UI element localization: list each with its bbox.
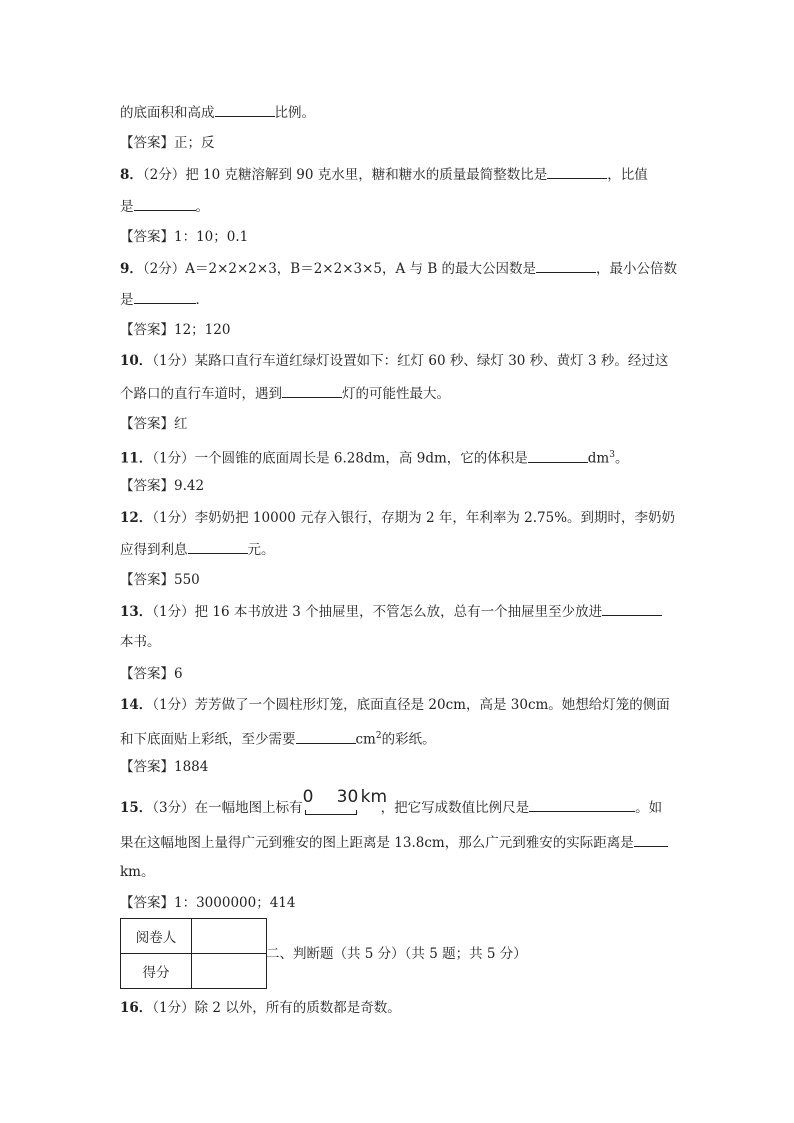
answer-blank <box>134 289 196 304</box>
answer-blank <box>602 601 662 616</box>
question-14: 14．（1分）芳芳做了一个圆柱形灯笼，底面直径是 20cm，高是 30cm。她想给灯笼的侧面 <box>120 697 670 713</box>
question-11: 11．（1分）一个圆锥的底面周长是 6.28dm，高 9dm，它的体积是 $dm^3$。 <box>120 445 628 469</box>
section-title: 二、判断题（共 5 分）（共 5 题；共 5 分） <box>266 946 527 962</box>
score-value-cell <box>192 954 267 989</box>
answer-blank <box>547 164 607 179</box>
grader-table <box>120 918 267 989</box>
answer-blank <box>282 383 342 398</box>
answer-blank <box>215 102 275 117</box>
answer-blank <box>296 729 356 744</box>
line-scale-bar: 0 30 km <box>303 793 381 817</box>
question-15-line-3: km。 <box>120 864 155 880</box>
answer-line: 【答案】红 <box>120 416 188 432</box>
answer-blank <box>134 196 196 211</box>
q7-continuation: 的底面积和高成 比例。 <box>120 102 315 123</box>
answer-line: 【答案】1884 <box>120 759 209 775</box>
answer-line: 【答案】6 <box>120 666 183 682</box>
answer-blank <box>529 797 635 812</box>
grader-label: 阅卷人 <box>121 919 192 954</box>
question-8: 8．（2分）把 10 克糖溶解到 90 克水里，糖和糖水的质量最简整数比是 ，比值 <box>120 164 648 185</box>
score-label: 得分 <box>121 954 192 989</box>
answer-line: 【答案】1：10；0.1 <box>120 229 249 245</box>
question-12: 12．（1分）李奶奶把 10000 元存入银行，存期为 2 年，年利率为 2.75%。到期时，李奶奶 <box>120 510 676 526</box>
answer-line: 【答案】550 <box>120 572 200 588</box>
answer-line: 【答案】9.42 <box>120 478 205 494</box>
question-16: 16．（1分）除 2 以外，所有的质数都是奇数。 <box>120 1000 401 1016</box>
question-10-line-2: 个路口的直行车道时，遇到 灯的可能性最大。 <box>120 383 450 404</box>
question-9: 9．（2分）A＝2×2×2×3，B＝2×2×3×5，A 与 B 的最大公因数是 ，最小公倍数 <box>120 258 677 279</box>
question-15: 15．（3分）在一幅地图上标有 0 30 km ，把它写成数值比例尺是 。如 <box>120 787 663 816</box>
question-9-line-2: 是 ． <box>120 289 209 310</box>
answer-line: 【答案】1：3000000；414 <box>120 895 296 911</box>
question-12-line-2: 应得到利息 元。 <box>120 539 275 560</box>
question-10: 10．（1分）某路口直行车道红绿灯设置如下：红灯 60 秒、绿灯 30 秒、黄灯 3 秒。经过这 <box>120 353 669 369</box>
question-15-line-2: 果在这幅地图上量得广元到雅安的图上距离是 13.8cm，那么广元到雅安的实际距离是 <box>120 832 668 853</box>
answer-blank <box>188 539 248 554</box>
question-14-line-2: 和下底面贴上彩纸，至少需要 $cm^2$的彩纸。 <box>120 726 436 750</box>
answer-line: 【答案】12；120 <box>120 322 231 338</box>
grader-value-cell <box>192 919 267 954</box>
answer-blank <box>634 832 668 847</box>
answer-blank <box>528 448 588 463</box>
question-13-line-2: 本书。 <box>120 634 161 650</box>
question-8-line-2: 是 。 <box>120 196 209 217</box>
question-13: 13．（1分）把 16 本书放进 3 个抽屉里，不管怎么放，总有一个抽屉里至少放进 <box>120 601 662 622</box>
scale-bar-line <box>305 810 357 815</box>
answer-line: 【答案】正；反 <box>120 135 215 151</box>
answer-blank <box>536 258 596 273</box>
